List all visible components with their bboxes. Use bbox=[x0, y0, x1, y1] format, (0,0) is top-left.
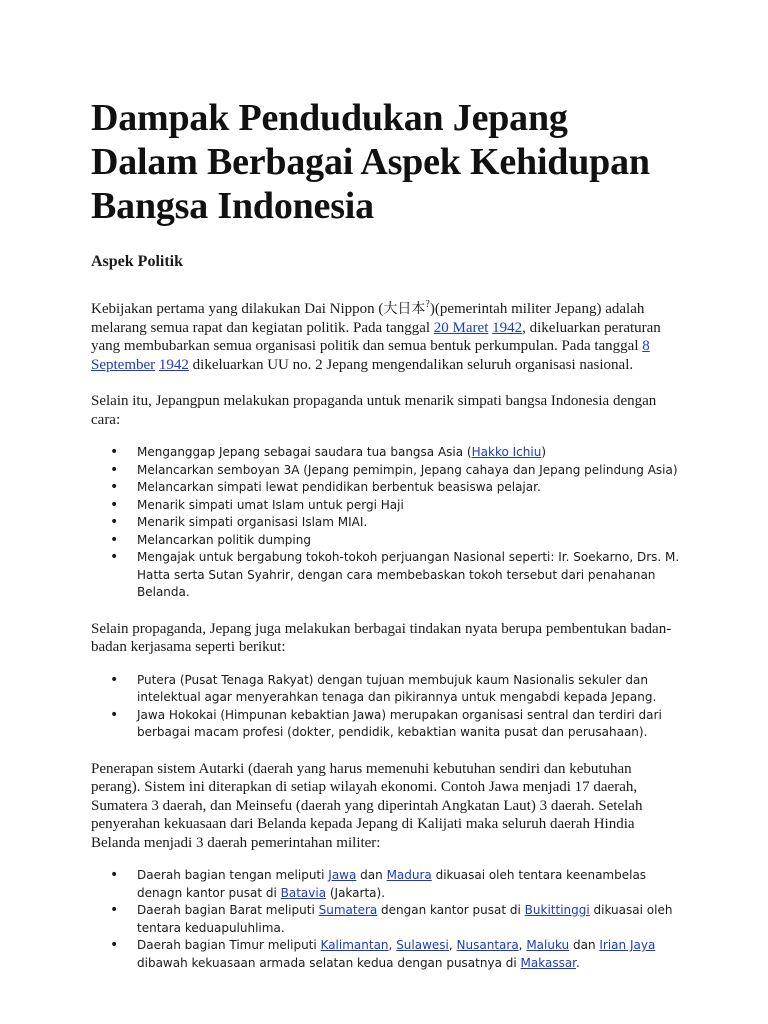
page-title: Dampak Pendudukan Jepang Dalam Berbagai Aspek Kehidupan Bangsa Indonesia bbox=[91, 97, 650, 227]
propaganda-list bbox=[91, 444, 681, 602]
list-item: • Melancarkan semboyan 3A (Jepang pemimpin, Jepang cahaya dan Jepang pelindung Asia) bbox=[91, 462, 681, 480]
link-madura[interactable]: Madura bbox=[386, 868, 432, 882]
organisasi-list bbox=[91, 672, 681, 742]
link-sumatera[interactable]: Sumatera bbox=[318, 903, 378, 917]
list-item: • Menarik simpati umat Islam untuk pergi Haji bbox=[91, 497, 681, 515]
list-item: • Menarik simpati organisasi Islam MIAI. bbox=[91, 514, 681, 532]
kanji-text: 大日本 bbox=[383, 301, 426, 317]
list-item: • Jawa Hokokai (Himpunan kebaktian Jawa) merupakan organisasi sentral dan terdiri dari berbagai macam profesi (dokter, pendidik, kebaktian wanita pusat dan perusahaan). bbox=[91, 707, 681, 742]
paragraph-propaganda: Selain itu, Jepangpun melakukan propaganda untuk menarik simpati bangsa Indonesia dengan cara: bbox=[91, 393, 657, 428]
list-item: • Putera (Pusat Tenaga Rakyat) dengan tujuan membujuk kaum Nasionalis sekuler dan intelektual agar menyerahkan tenaga dan pikirannya untuk mengabdi kepada Jepang. bbox=[91, 672, 681, 707]
link-sulawesi[interactable]: Sulawesi bbox=[396, 938, 449, 952]
paragraph-kebijakan: Kebijakan pertama yang dilakukan Dai Nippon (大日本?)(pemerintah militer Jepang) adalah melarang semua rapat dan kegiatan politik. Pada tanggal 20 Maret 1942, dikeluarkan peraturan yang membubarkan semua organisasi politik dan semua bentuk perkumpulan. Pada tanggal 8 September 1942 dikeluarkan UU no. 2 Jepang mengendalikan seluruh organisasi nasional. bbox=[91, 299, 661, 373]
link-1942[interactable]: 1942 bbox=[492, 319, 523, 336]
link-irian-jaya[interactable]: Irian Jaya bbox=[599, 938, 656, 952]
daerah-list bbox=[91, 867, 681, 972]
link-8-september[interactable]: 8 September bbox=[91, 338, 650, 373]
link-makassar[interactable]: Makassar bbox=[520, 955, 577, 970]
link-20-maret[interactable]: 20 Maret bbox=[433, 319, 489, 336]
list-item: • Melancarkan simpati lewat pendidikan berbentuk beasiswa pelajar. bbox=[91, 479, 681, 497]
link-batavia[interactable]: Batavia bbox=[280, 885, 327, 900]
link-nusantara[interactable]: Nusantara bbox=[456, 938, 519, 952]
link-1942-b[interactable]: 1942 bbox=[158, 356, 189, 373]
help-link[interactable]: ? bbox=[425, 299, 430, 310]
list-item: • Melancarkan politik dumping bbox=[91, 532, 681, 550]
section-heading-politik: Aspek Politik bbox=[91, 253, 184, 270]
list-item: • Daerah bagian tengan meliputi Jawa dan Madura dikuasai oleh tentara keenambelas denagn kantor pusat di Batavia (Jakarta). bbox=[91, 867, 681, 902]
link-kalimantan[interactable]: Kalimantan bbox=[320, 938, 389, 952]
list-item: • Menganggap Jepang sebagai saudara tua bangsa Asia (Hakko Ichiu) bbox=[91, 444, 681, 462]
link-bukittinggi[interactable]: Bukittinggi bbox=[524, 903, 590, 917]
paragraph-autarki: Penerapan sistem Autarki (daerah yang harus memenuhi kebutuhan sendiri dan kebutuhan perang). Sistem ini diterapkan di setiap wilayah ekonomi. Contoh Jawa menjadi 17 daerah, Sumatera 3 daerah, dan Meinsefu (daerah yang diperintah Angkatan Laut) 3 daerah. Setelah penyerahan kekuasaan dari Belanda kepada Jepang di Kalijati maka seluruh daerah Hindia Belanda menjadi 3 daerah pemerintahan militer: bbox=[91, 760, 643, 851]
document-content bbox=[91, 96, 681, 972]
list-item: • Mengajak untuk bergabung tokoh-tokoh perjuangan Nasional seperti: Ir. Soekarno, Drs. M. Hatta serta Sutan Syahrir, dengan cara membebaskan tokoh tersebut dari penahanan Belanda. bbox=[91, 549, 681, 602]
link-maluku[interactable]: Maluku bbox=[526, 938, 570, 952]
list-item: • Daerah bagian Timur meliputi Kalimantan, Sulawesi, Nusantara, Maluku dan Irian Jaya dibawah kekuasaan armada selatan kedua dengan pusatnya di Makassar. bbox=[91, 937, 681, 972]
list-item: • Daerah bagian Barat meliputi Sumatera dengan kantor pusat di Bukittinggi dikuasai oleh tentara keduapuluhlima. bbox=[91, 902, 681, 937]
paragraph-badan-kerjasama: Selain propaganda, Jepang juga melakukan berbagai tindakan nyata berupa pembentukan badan-badan kerjasama seperti berikut: bbox=[91, 620, 672, 655]
link-hakko-ichiu[interactable]: Hakko Ichiu bbox=[471, 445, 542, 459]
link-jawa[interactable]: Jawa bbox=[328, 868, 357, 882]
